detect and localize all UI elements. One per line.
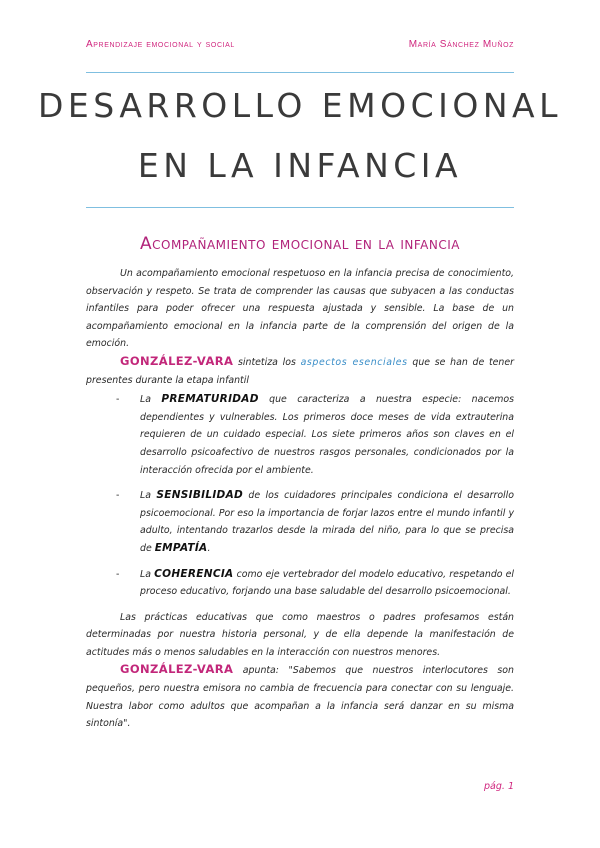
list-item-prefix: La <box>140 568 155 580</box>
quote-text: apunta: "Sabemos que nuestros interlocutores son pequeños, pero nuestra emisora no cambia de frecuencia para conectar con su lenguaje. Nuestra labor como adultos que acompañan a la infancia será danzar en su misma sintonía". <box>86 665 514 730</box>
aspects-link[interactable]: aspectos esenciales <box>300 356 408 368</box>
keyword-empatia: EMPATÍA <box>154 541 208 554</box>
list-item-text: que caracteriza a nuestra especie: nacemos dependientes y vulnerables. Los primeros doce meses de vida extrauterina requieren de un cuidado especial. Los siete primeros años son claves en el desarrollo psicoafectivo de nuestros rasgos personales, condicionados por la interacción ofrecida por el ambiente. <box>140 394 514 476</box>
paragraph-quote <box>86 661 514 732</box>
author-name: GONZÁLEZ-VARA <box>120 662 234 677</box>
list-item-prefix: La <box>140 394 162 406</box>
list-item-text: de los cuidadores principales condiciona el desarrollo psicoemocional. Por eso la importancia de forjar lazos entre el mundo infantil y adulto, intentando trazarlos desde la mirada del niño, para lo que se precisa de <box>140 490 514 554</box>
list-dash: - <box>116 490 120 502</box>
aspects-list <box>86 391 514 601</box>
list-dash: - <box>116 394 120 406</box>
list-item <box>116 566 515 601</box>
keyword-coherencia: COHERENCIA <box>154 567 234 580</box>
paragraph-text: que se han de tener presentes durante la etapa infantil <box>86 356 514 386</box>
keyword-sensibilidad: SENSIBILIDAD <box>156 489 244 502</box>
body-text <box>86 265 514 733</box>
paragraph-practices: Las prácticas educativas que como maestros o padres profesamos están determinadas por nuestra historia personal, y de ella depende la manifestación de actitudes más o menos saludables en la interacción con nuestros menores. <box>86 611 514 658</box>
header-author: María Sánchez Muñoz <box>408 39 514 50</box>
page-number: pág. 1 <box>484 781 514 792</box>
list-item <box>116 391 514 479</box>
document-title-line2: EN LA INFANCIA <box>137 146 463 185</box>
header-course-title: Aprendizaje emocional y social <box>86 39 235 50</box>
list-dash: - <box>116 568 120 580</box>
top-divider <box>86 72 514 73</box>
paragraph-aspects <box>86 353 514 389</box>
list-item-suffix: . <box>207 542 211 554</box>
list-item-prefix: La <box>140 490 157 502</box>
keyword-prematuridad: PREMATURIDAD <box>161 393 259 406</box>
title-divider <box>86 207 514 208</box>
document-title-line1: DESARROLLO EMOCIONAL <box>38 86 562 125</box>
list-item-text: como eje vertebrador del modelo educativo, respetando el proceso educativo, forjando una base saludable del desarrollo psicoemocional. <box>140 568 515 598</box>
list-item <box>116 487 514 557</box>
paragraph-text: sintetiza los <box>233 356 301 368</box>
section-heading: Acompañamiento emocional en la infancia <box>140 234 460 254</box>
intro-paragraph: Un acompañamiento emocional respetuoso en la infancia precisa de conocimiento, observación y respeto. Se trata de comprender las causas que subyacen a las conductas infantiles para poder ofrecer una respuesta ajustada y sensible. La base de un acompañamiento emocional en la infancia parte de la comprensión del origen de la emoción. <box>86 268 514 350</box>
author-name: GONZÁLEZ-VARA <box>120 353 234 368</box>
